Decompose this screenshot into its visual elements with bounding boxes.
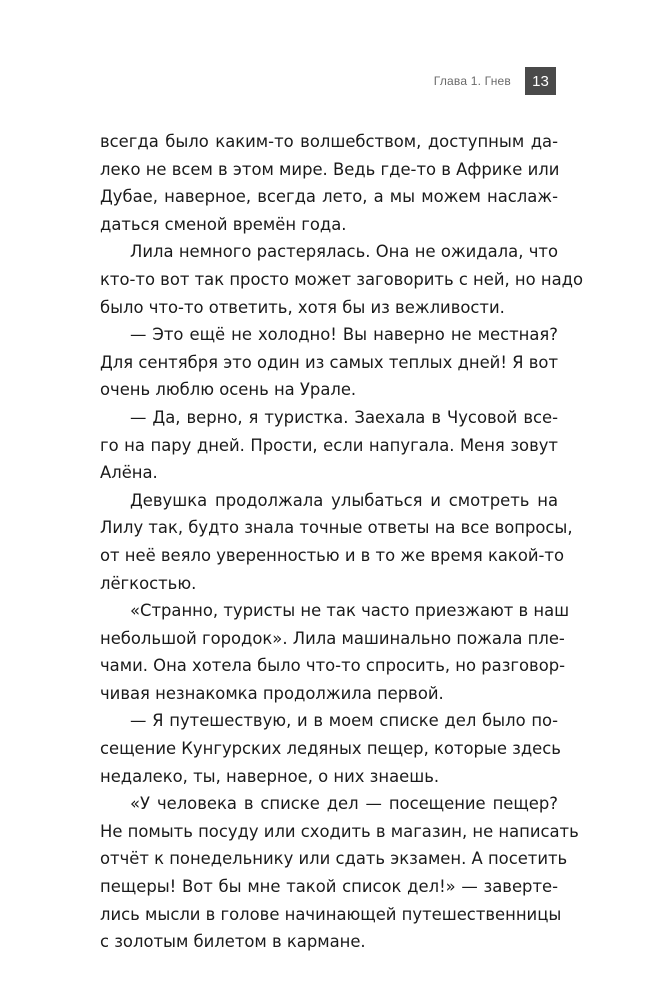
text-line: всегда было каким-то волшебством, доступным да- (100, 132, 558, 151)
text-line: Лилу так, будто знала точные ответы на все вопросы, (100, 518, 573, 538)
page-number: 13 (525, 67, 556, 95)
text-line: чивая незнакомка продолжила первой. (100, 683, 444, 703)
text-line: «Странно, туристы не так часто приезжают в наш (130, 601, 570, 621)
text-line: лись мысли в голове начинающей путешественницы (100, 904, 562, 924)
text-line: пещеры! Вот бы мне такой список дел!» — заверте- (100, 877, 558, 897)
text-line: Алёна. (100, 463, 158, 483)
text-line: даться сменой времён года. (100, 214, 347, 234)
text-line: — Я путешествую, и в моем списке дел было по- (130, 711, 558, 731)
text-line: «У человека в списке дел — посещение пещер? (130, 794, 558, 814)
text-line: было что-то ответить, хотя бы из вежливости. (100, 297, 505, 317)
text-line: сещение Кунгурских ледяных пещер, которые здесь (100, 739, 561, 759)
text-line: Дубае, наверное, всегда лето, а мы можем наслаж- (100, 187, 558, 207)
text-line: Девушка продолжала улыбаться и смотреть на (130, 490, 558, 510)
chapter-title: Глава 1. Гнев (433, 74, 511, 88)
paragraph (100, 487, 573, 597)
text-line: Лила немного растерялась. Она не ожидала, что (130, 242, 558, 262)
paragraph (100, 238, 584, 321)
text-line: леко не всем в этом мире. Ведь где-то в Африке или (100, 159, 560, 179)
text-body (100, 128, 584, 956)
text-line: чами. Она хотела было что-то спросить, но разговор- (100, 656, 566, 676)
text-line: недалеко, ты, наверное, о них знаешь. (100, 766, 440, 786)
text-line: отчёт к понедельнику или сдать экзамен. А посетить (100, 849, 568, 869)
text-line: Не помыть посуду или сходить в магазин, не написать (100, 821, 579, 841)
text-line: с золотым билетом в кармане. (100, 932, 366, 952)
paragraph (100, 128, 558, 238)
text-line: небольшой городок». Лила машинально пожала пле- (100, 628, 565, 648)
paragraph (100, 321, 558, 404)
text-line: го на пару дней. Прости, если напугала. Меня зовут (100, 435, 558, 455)
paragraph (100, 790, 579, 956)
paragraph (100, 404, 558, 487)
text-line: — Это ещё не холодно! Вы наверно не местная? (130, 325, 558, 345)
text-line: кто-то вот так просто может заговорить с ней, но надо (100, 269, 584, 289)
text-line: Для сентября это один из самых теплых дней! Я вот (100, 352, 558, 372)
text-line: лёгкостью. (100, 573, 197, 593)
text-line: очень люблю осень на Урале. (100, 380, 357, 400)
text-line: от неё веяло уверенностью и в то же время какой-то (100, 545, 564, 565)
text-line: — Да, верно, я туристка. Заехала в Чусовой все- (130, 407, 558, 427)
running-header (434, 67, 556, 95)
paragraph (100, 597, 570, 707)
paragraph (100, 707, 561, 790)
